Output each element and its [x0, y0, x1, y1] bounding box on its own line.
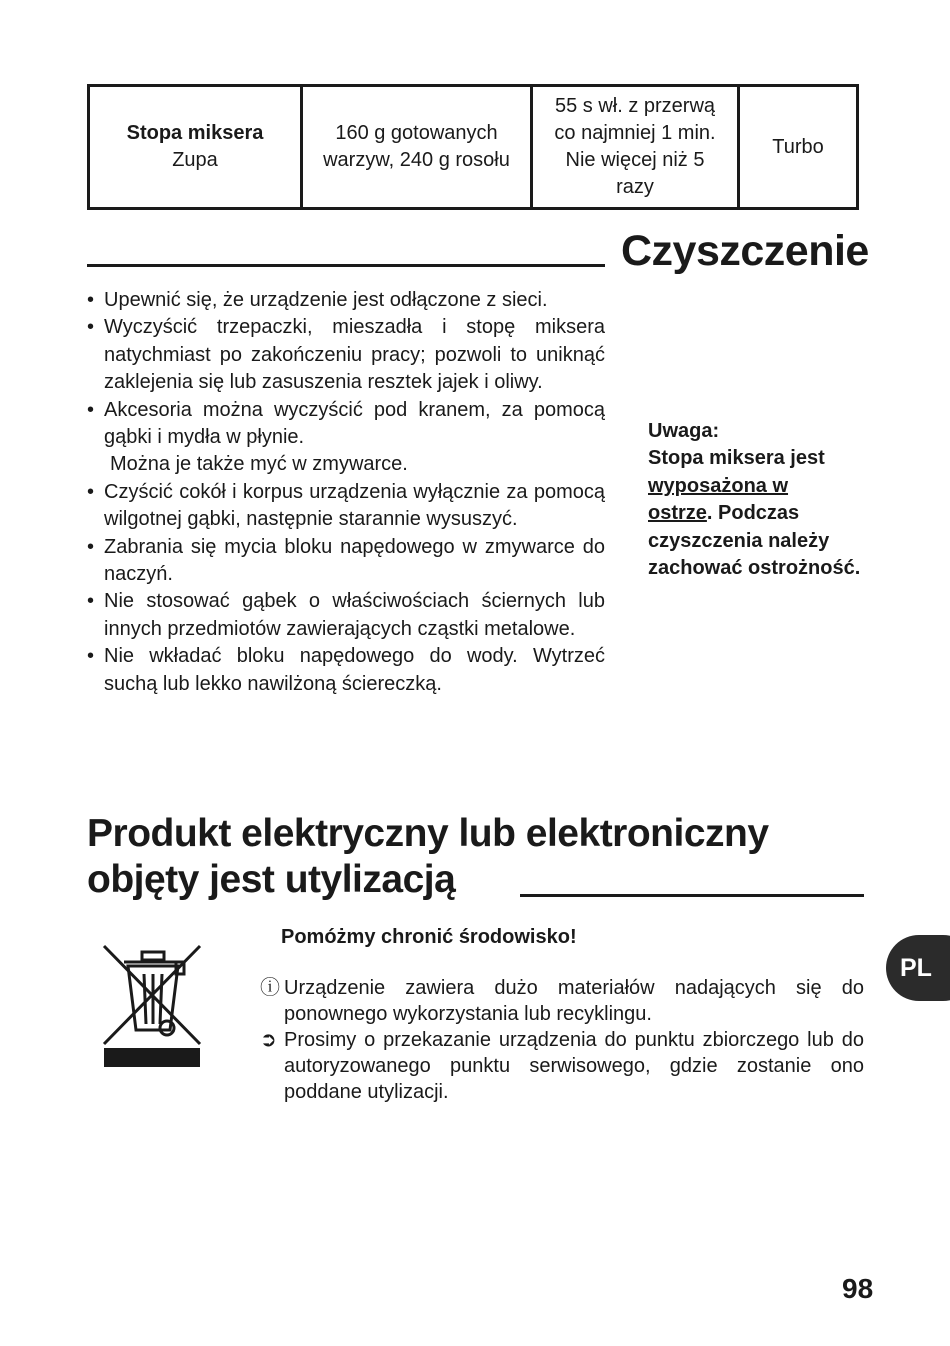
list-item [87, 314, 605, 396]
time-line: co najmniej 1 min. [554, 122, 716, 144]
note-label: Uwaga: [648, 420, 720, 442]
list-item-text: Wyczyścić trzepaczki, mieszadła i stopę miksera natychmiast po zakończeniu pracy; pozwoli to uniknąć zaklejenia się lub zasuszenia resztek jajek i oliwy. [104, 316, 605, 394]
accessory-name: Stopa miksera [126, 122, 264, 144]
info-text: Urządzenie zawiera dużo materiałów nadających się do ponownego wykorzystania lub recyklingu. [284, 977, 864, 1025]
bullet: • [87, 535, 95, 558]
list-item-text: Upewnić się, że urządzenie jest odłączone z sieci. [104, 289, 548, 311]
page-number: 98 [842, 1273, 874, 1304]
list-item [87, 397, 605, 479]
help-title: Pomóżmy chronić środowisko! [281, 926, 577, 948]
list-item-text: Zabrania się mycia bloku napędowego w zmywarce do naczyń. [104, 535, 605, 586]
language-tab: PL [886, 935, 950, 1001]
arrow-right-icon: ➲ [260, 1029, 277, 1051]
time-line: Nie więcej niż 5 [565, 149, 705, 171]
list-item [87, 534, 605, 589]
list-item [87, 479, 605, 534]
bullet: • [87, 398, 95, 421]
info-paragraph [260, 975, 864, 1027]
table-cell-time [532, 86, 739, 209]
bullet: • [87, 645, 95, 668]
note-underlined: ostrze [648, 502, 707, 525]
bullet: • [87, 289, 95, 311]
list-item-text: Można je także myć w zmywarce. [110, 453, 408, 476]
spec-table [87, 84, 859, 210]
list-item-text: Czyścić cokół i korpus urządzenia wyłącznie za pomocą wilgotnej gąbki, następnie starannie wysuszyć. [104, 480, 605, 531]
crossed-bin-icon [100, 940, 204, 1070]
table-cell-speed: Turbo [739, 86, 858, 209]
disposal-title-line1: Produkt elektryczny lub elektroniczny [87, 812, 769, 855]
heading-rule [87, 264, 605, 267]
note-text: . Podczas czyszczenia należy zachować ostrożność. [648, 502, 861, 580]
bullet: • [87, 590, 95, 613]
list-item [87, 643, 605, 698]
list-item-text: Nie wkładać bloku napędowego do wody. Wytrzeć suchą lub lekko nawilżoną ściereczką. [104, 645, 605, 695]
list-item [87, 287, 605, 314]
disposal-title-line2: objęty jest utylizacją [87, 858, 456, 901]
arrow-text: Prosimy o przekazanie urządzenia do punktu zbiorczego lub do autoryzowanego punktu serwisowego, gdzie zostanie ono poddane utylizacji. [284, 1029, 864, 1103]
recipe-name: Zupa [172, 149, 218, 171]
table-cell-accessory [89, 86, 302, 209]
quantity-line: 160 g gotowanych [335, 122, 498, 144]
arrow-paragraph [260, 1027, 864, 1105]
cleaning-list [87, 287, 605, 698]
list-item [87, 588, 605, 643]
time-line: razy [616, 176, 654, 198]
disposal-text [260, 975, 864, 1105]
note-text: Stopa miksera jest [648, 447, 825, 470]
quantity-line: warzyw, 240 g rosołu [323, 149, 510, 171]
heading-rule [520, 894, 864, 897]
bullet: • [87, 480, 95, 503]
note-underlined: wyposażona w [648, 474, 789, 497]
table-cell-quantity [302, 86, 532, 209]
list-item-text: Akcesoria można wyczyścić pod kranem, za pomocą gąbki i mydła w płynie. [104, 398, 605, 449]
table-row [89, 86, 858, 209]
warning-note [648, 418, 863, 582]
info-circle-icon: ⓘ [260, 977, 280, 999]
list-item-text: Nie stosować gąbek o właściwościach ściernych lub innych przedmiotów zawierających cząstki metalowe. [104, 590, 605, 640]
time-line: 55 s wł. z przerwą [554, 95, 716, 117]
cleaning-title: Czyszczenie [621, 227, 869, 275]
bullet: • [87, 316, 95, 339]
